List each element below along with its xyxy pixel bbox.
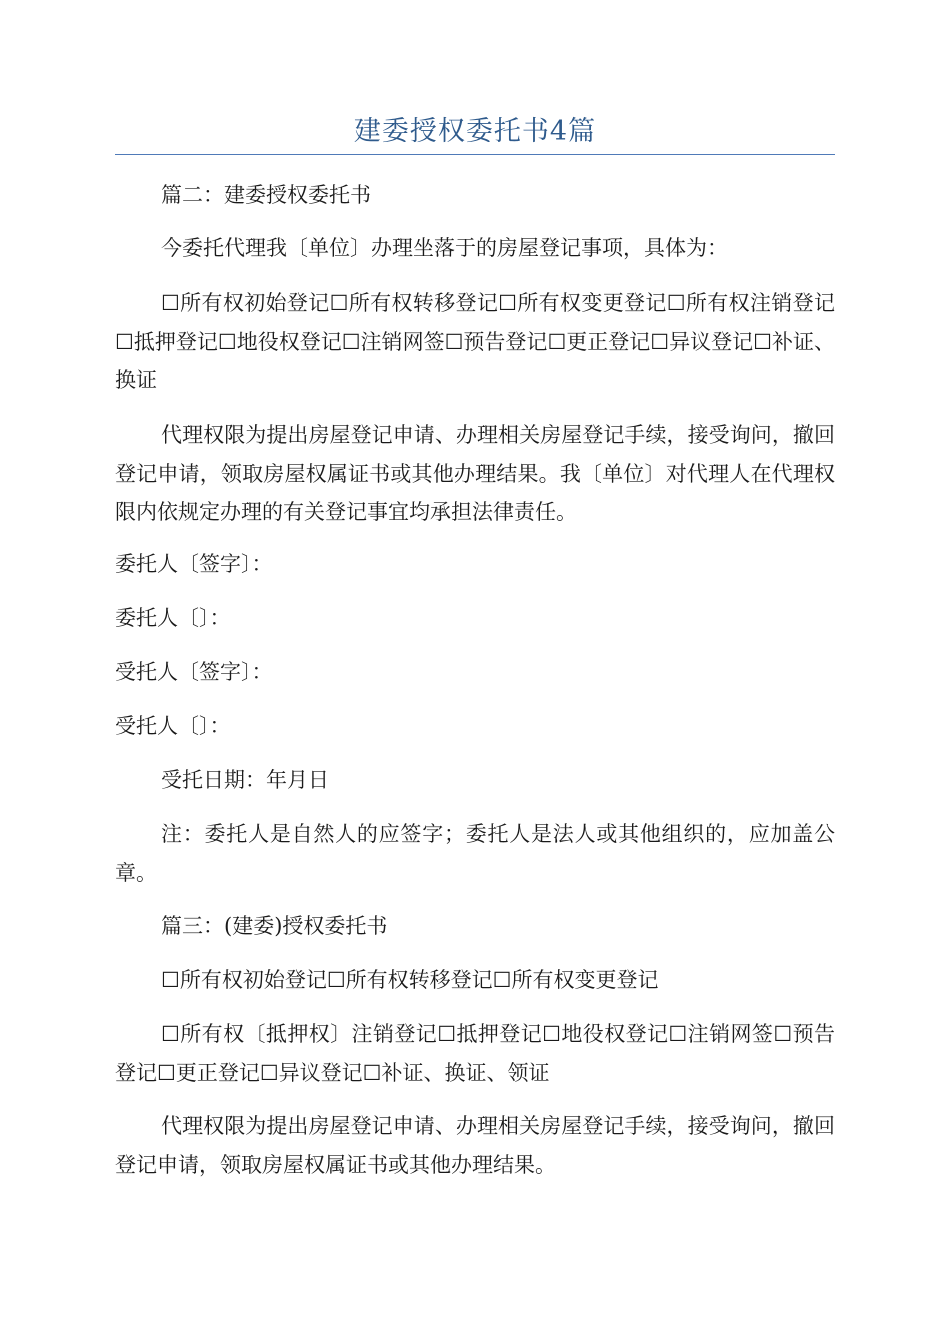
paragraph-checkbox-options: ☐所有权初始登记☐所有权转移登记☐所有权变更登记☐所有权注销登记☐抵押登记☐地役权登记☐注销网签☐预告登记☐更正登记☐异议登记☐补证、换证 xyxy=(115,291,835,392)
paragraph-entrust-intro: 今委托代理我〔单位〕办理坐落于的房屋登记事项，具体为： xyxy=(161,236,728,260)
paragraph-checkbox-options-2b: ☐所有权〔抵押权〕注销登记☐抵押登记☐地役权登记☐注销网签☐预告登记☐更正登记☐异议登记☐补证、换证、领证 xyxy=(115,1022,835,1085)
section-heading-3: 篇三：(建委)授权委托书 xyxy=(161,914,388,938)
section-heading-2: 篇二：建委授权委托书 xyxy=(161,183,371,207)
agent-line: 受托人〔〕： xyxy=(115,714,231,738)
title-underline xyxy=(115,154,835,155)
paragraph-checkbox-options-2a: ☐所有权初始登记☐所有权转移登记☐所有权变更登记 xyxy=(161,968,659,992)
document-title: 建委授权委托书4篇 xyxy=(353,116,597,147)
paragraph-agency-authority-2: 代理权限为提出房屋登记申请、办理相关房屋登记手续，接受询问，撤回登记申请，领取房屋权属证书或其他办理结果。 xyxy=(115,1114,835,1177)
entrust-date-line: 受托日期：年月日 xyxy=(161,768,329,792)
agent-signature-line: 受托人〔签字〕： xyxy=(115,660,273,684)
principal-signature-line: 委托人〔签字〕： xyxy=(115,552,273,576)
principal-line: 委托人〔〕： xyxy=(115,606,231,630)
note-paragraph: 注：委托人是自然人的应签字；委托人是法人或其他组织的，应加盖公章。 xyxy=(115,822,835,885)
paragraph-agency-authority: 代理权限为提出房屋登记申请、办理相关房屋登记手续，接受询问，撤回登记申请，领取房屋权属证书或其他办理结果。我〔单位〕对代理人在代理权限内依规定办理的有关登记事宜均承担法律责任。 xyxy=(115,423,835,524)
